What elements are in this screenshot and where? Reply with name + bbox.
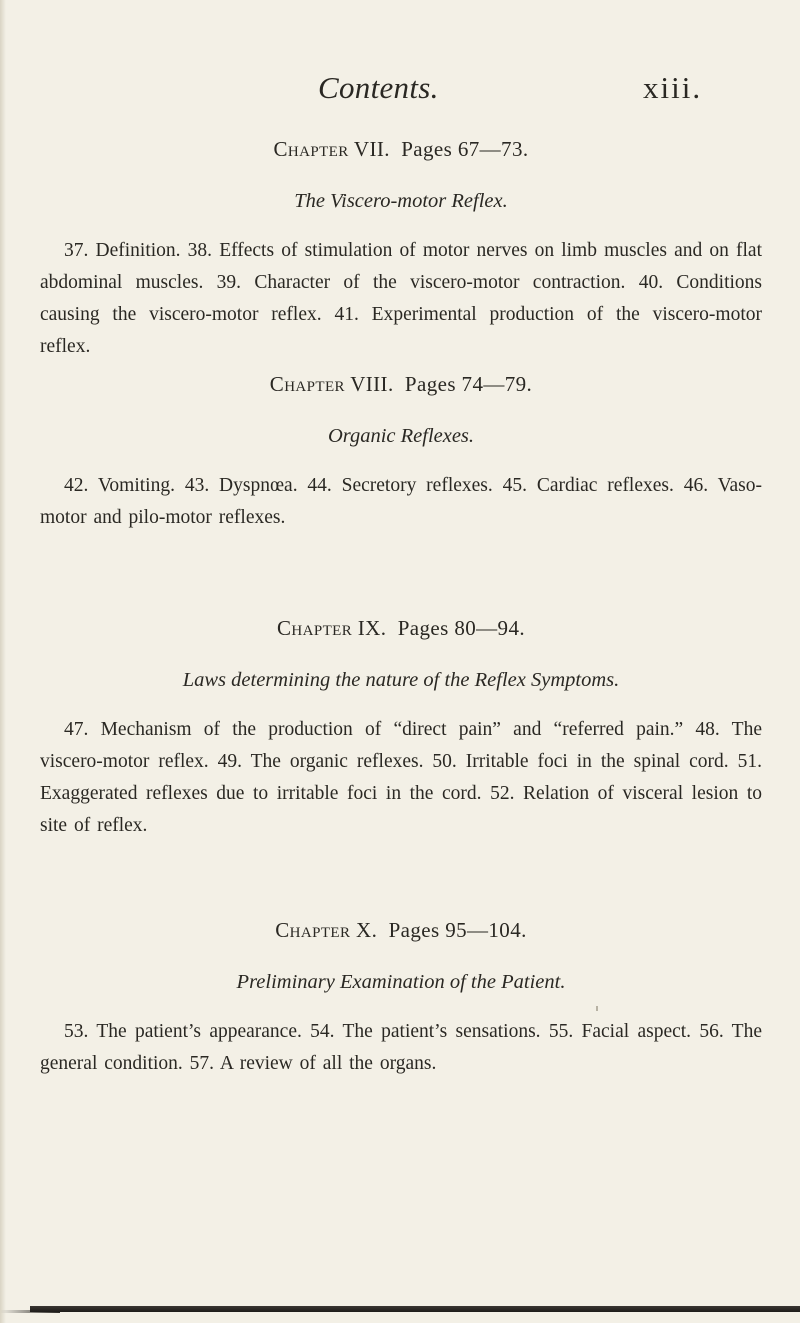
chapter-title: Laws determining the nature of the Reflex Symptoms. [182,669,620,691]
chapter-heading [40,917,762,943]
chapter-8-section [40,371,762,534]
chapter-10-section [40,917,762,1080]
chapter-pages: Pages 67—73. [401,137,529,161]
chapter-pages: Pages 74—79. [404,372,533,396]
chapter-contents: 42. Vomiting. 43. Dyspnœa. 44. Secretory reflexes. 45. Cardiac reflexes. 46. Vaso-motor and pilo-motor reflexes. [40,475,762,528]
paper-speck [596,1006,598,1011]
chapter-contents: 37. Definition. 38. Effects of stimulation of motor nerves on limb muscles and on flat abdominal muscles. 39. Character of the viscero-motor contraction. 40. Conditions causing the viscero-motor reflex. 41. Experimental production of the viscero-motor reflex. [40,240,762,357]
chapter-number: Chapter VII. [273,137,390,161]
running-head-title: Contents. [318,70,439,105]
chapter-number: Chapter VIII. [269,372,394,396]
chapter-heading [40,136,762,162]
running-head [0,70,800,114]
chapter-heading [40,615,762,641]
chapter-number: Chapter X. [275,918,378,942]
chapter-7-section [40,136,762,363]
chapter-title: Preliminary Examination of the Patient. [236,971,566,993]
page-number: xiii. [643,70,703,105]
chapter-title: The Viscero-motor Reflex. [294,190,508,212]
chapter-heading [40,371,762,397]
chapter-number: Chapter IX. [276,616,387,640]
chapter-title: Organic Reflexes. [327,425,475,447]
page-gutter-shadow [0,0,6,1323]
chapter-9-section [40,615,762,842]
chapter-contents: 53. The patient’s appearance. 54. The patient’s sensations. 55. Facial aspect. 56. The general condition. 57. A review of all the organs. [40,1021,762,1074]
chapter-contents: 47. Mechanism of the production of “direct pain” and “referred pain.” 48. The viscero-motor reflex. 49. The organic reflexes. 50. Irritable foci in the spinal cord. 51. Exaggerated reflexes due to irritable foci in the cord. 52. Relation of visceral lesion to site of reflex. [40,719,762,836]
page-bottom-edge [30,1306,800,1312]
chapter-pages: Pages 80—94. [397,616,525,640]
chapter-pages: Pages 95—104. [388,918,527,942]
